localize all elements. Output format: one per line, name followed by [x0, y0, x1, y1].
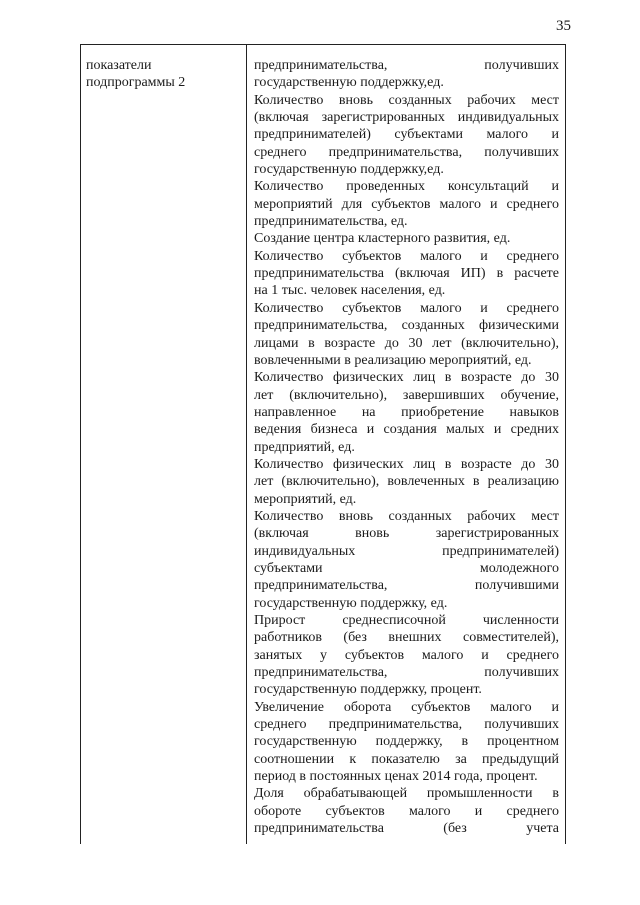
indicator-text-line: предпринимательства (без учета	[254, 821, 559, 837]
indicator-text-line: занятых у субъектов малого и среднего	[254, 647, 559, 663]
indicator-text-line: Доля обрабатывающей промышленности в	[254, 786, 559, 802]
indicator-text-line: направленное на приобретение навыков	[254, 404, 559, 420]
indicator-text-line: государственную поддержку,ед.	[254, 162, 444, 178]
indicator-text-line: на 1 тыс. человек населения, ед.	[254, 283, 446, 299]
indicator-text-line: Увеличение оборота субъектов малого и	[254, 699, 559, 715]
indicator-text-line: государственную поддержку, процент.	[254, 682, 482, 698]
indicator-label-cell	[86, 57, 242, 92]
indicator-text-line: мероприятий для субъектов малого и среднего	[254, 196, 559, 212]
indicator-text-line: лет (включительно), завершивших обучение,	[254, 387, 559, 403]
indicator-text-line: предпринимателей) субъектами малого и	[254, 127, 559, 143]
indicator-text-line: Прирост среднесписочной численности	[254, 613, 559, 628]
table-border-left	[80, 44, 81, 844]
indicator-table	[80, 44, 566, 844]
indicator-text-line: Количество субъектов малого и среднего	[254, 248, 559, 264]
indicator-text-line: лет (включительно), вовлеченных в реализацию	[254, 474, 559, 490]
indicator-text-line: среднего предпринимательства, получивших	[254, 144, 559, 160]
indicator-text-line: соотношении к показателю за предыдущий	[254, 751, 559, 767]
indicator-text-line: субъектами молодежного	[254, 560, 559, 576]
page-number: 35	[556, 18, 571, 34]
indicator-text-line: (включая вновь зарегистрированных	[254, 526, 559, 542]
indicator-text-line: (включая зарегистрированных индивидуальных	[254, 110, 559, 126]
indicator-text-line: предпринимательства, получивших	[254, 58, 559, 73]
indicator-text-line: государственную поддержку, ед.	[254, 595, 448, 611]
indicator-list-cell	[254, 57, 559, 837]
indicator-text-line: предпринимательства (включая ИП) в расчете	[254, 266, 559, 282]
indicator-text-line: работников (без внешних совместителей),	[254, 630, 559, 646]
indicator-text-line: государственную поддержку, в процентном	[254, 734, 559, 750]
indicator-text-line: государственную поддержку,ед.	[254, 75, 444, 91]
table-column-divider	[246, 44, 247, 844]
indicator-text-line: предпринимательства, получившими	[254, 578, 559, 594]
indicator-text-line: ведения бизнеса и создания малых и средних	[254, 422, 559, 438]
indicator-text-line: предприятий, ед.	[254, 439, 355, 455]
indicator-text-line: индивидуальных предпринимателей)	[254, 543, 559, 559]
indicator-text-line: период в постоянных ценах 2014 года, процент.	[254, 769, 538, 785]
indicator-text-line: Количество проведенных консультаций и	[254, 179, 559, 195]
indicator-label-line: подпрограммы 2	[86, 75, 186, 91]
indicator-text-line: среднего предпринимательства, получивших	[254, 717, 559, 733]
indicator-text-line: обороте субъектов малого и среднего	[254, 803, 559, 819]
indicator-text-line: Количество вновь созданных рабочих мест	[254, 92, 559, 108]
indicator-text-line: предпринимательства, ед.	[254, 214, 408, 230]
indicator-text-line: предпринимательства, созданных физическими	[254, 318, 559, 334]
indicator-text-line: Количество физических лиц в возрасте до 30	[254, 370, 559, 386]
indicator-label-line: показатели	[86, 58, 152, 73]
indicator-text-line: предпринимательства, получивших	[254, 665, 559, 681]
indicator-text-line: мероприятий, ед.	[254, 491, 357, 507]
indicator-text-line: Количество физических лиц в возрасте до 30	[254, 456, 559, 472]
indicator-text-line: вовлеченными в реализацию мероприятий, ед.	[254, 352, 532, 368]
indicator-text-line: Количество вновь созданных рабочих мест	[254, 508, 559, 524]
indicator-text-line: Количество субъектов малого и среднего	[254, 300, 559, 316]
table-border-right	[565, 44, 566, 844]
table-border-top	[80, 44, 566, 45]
indicator-text-line: лицами в возрасте до 30 лет (включительно),	[254, 335, 559, 351]
indicator-text-line: Создание центра кластерного развития, ед.	[254, 231, 511, 247]
